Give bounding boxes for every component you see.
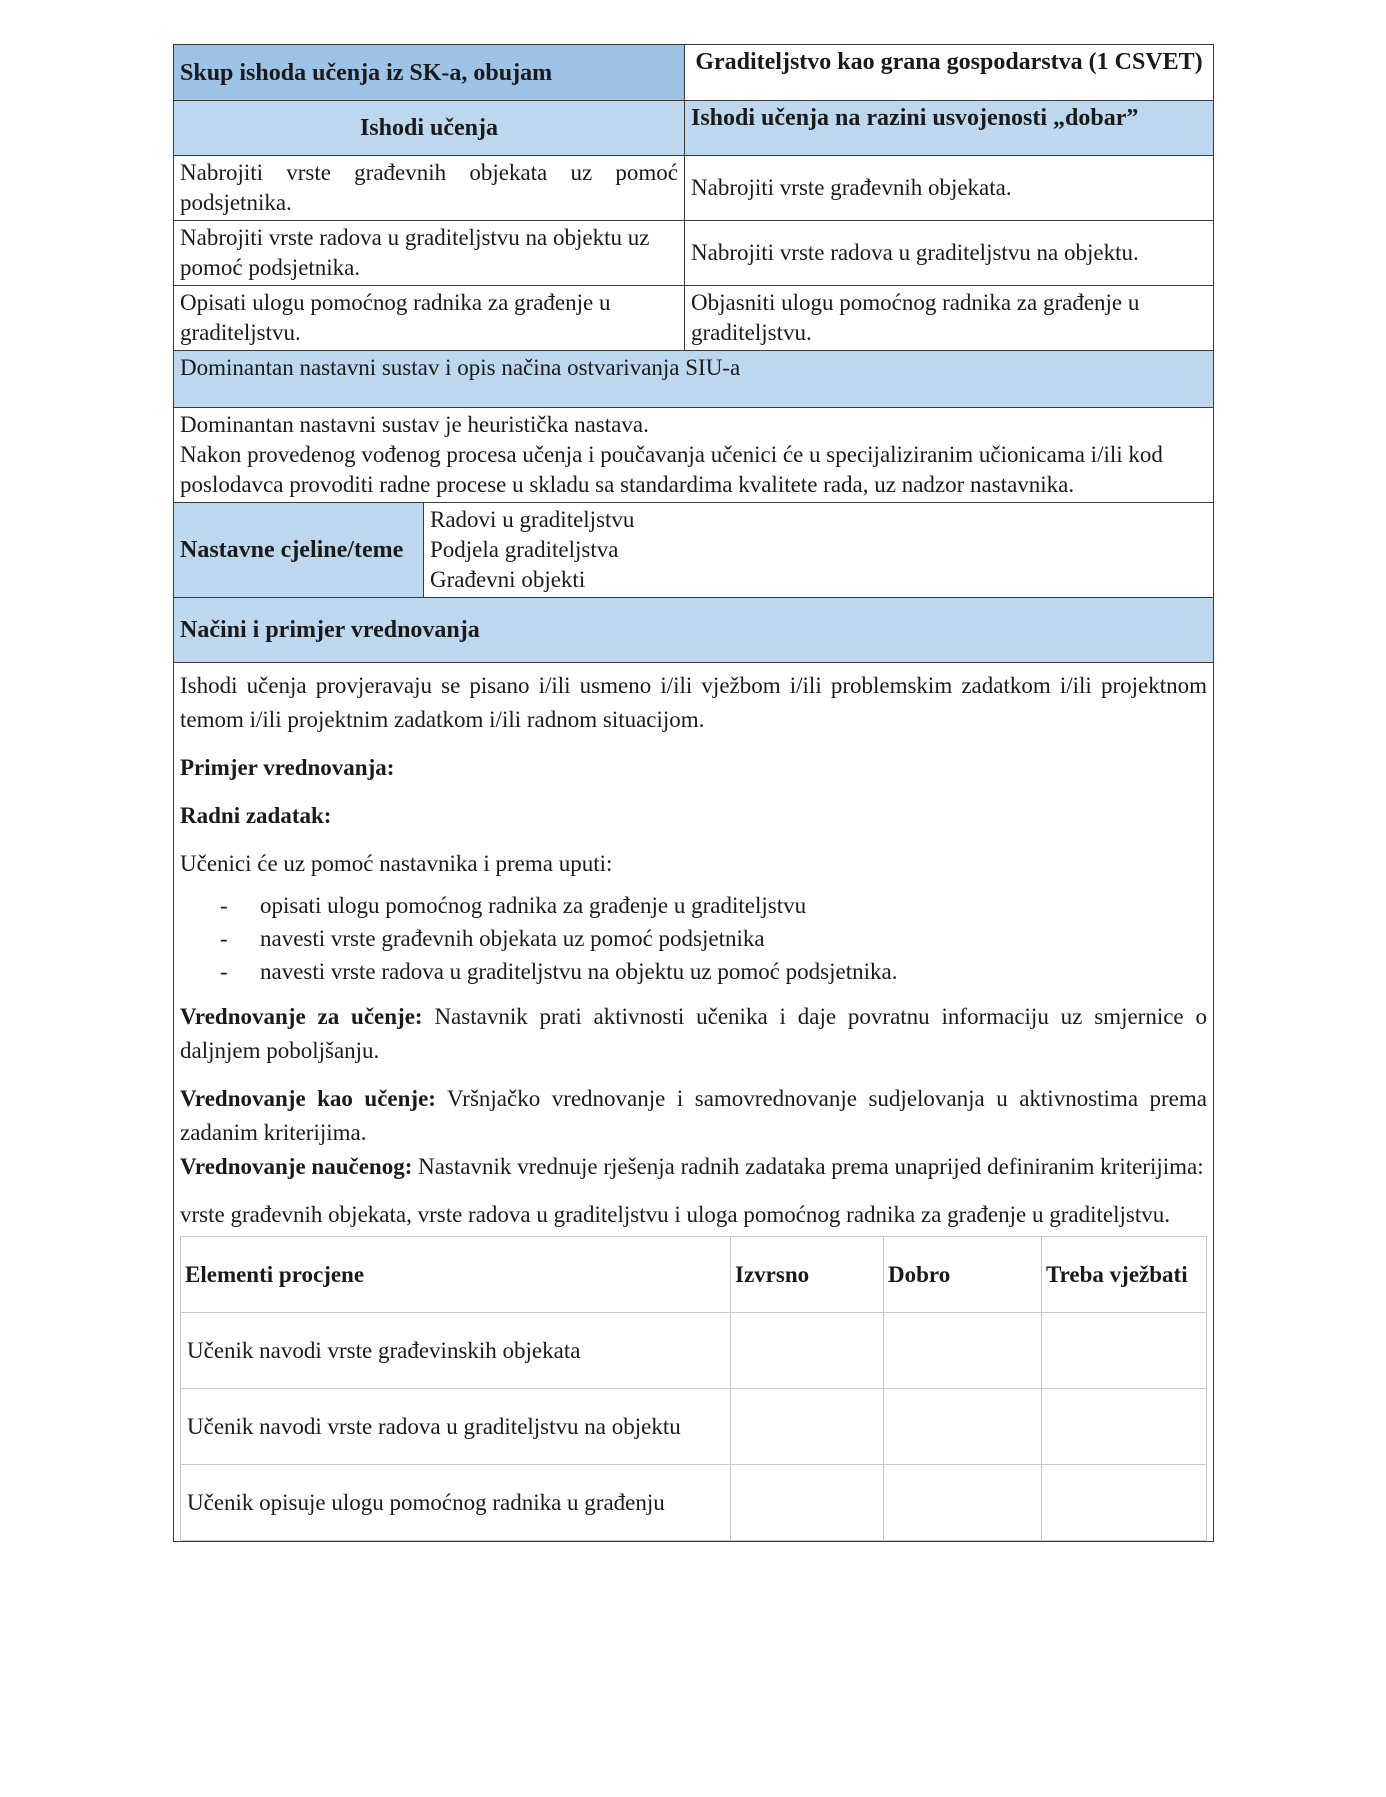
bullet-dash: - [220,959,228,984]
task-list [180,889,1207,988]
task-text: navesti vrste radova u graditeljstvu na objektu uz pomoć podsjetnika. [260,959,898,984]
document-page [173,44,1213,1542]
grading-header: Treba vježbati [1042,1237,1207,1313]
outcome-row [174,221,1214,286]
table-row [181,1313,1207,1389]
outcome-good-cell [685,286,1214,351]
set-label: Skup ishoda učenja iz SK-a, obujam [180,59,553,86]
grading-header: Izvrsno [731,1237,884,1313]
grading-criterion: Učenik opisuje ulogu pomoćnog radnika u građenju [181,1465,731,1541]
of-learning-label: Vrednovanje naučenog: [180,1154,413,1179]
outcomes-header-cell [174,101,685,156]
table-row [181,1389,1207,1465]
task-text: navesti vrste građevnih objekata uz pomoć podsjetnika [260,926,765,951]
outcome-text: Nabrojiti vrste građevnih objekata uz pomoć podsjetnika. [180,160,678,215]
for-learning-paragraph [180,1000,1207,1068]
outcome-good-text: Nabrojiti vrste građevnih objekata. [691,175,1012,200]
evaluation-intro: Ishodi učenja provjeravaju se pisano i/ili usmeno i/ili vježbom i/ili problemskim zadatkom i/ili projektnom temom i/ili projektnim zadatkom i/ili radnom situacijom. [180,673,1207,732]
outcome-good-text: Objasniti ulogu pomoćnog radnika za građenje u graditeljstvu. [691,290,1140,345]
grade-cell [1042,1465,1207,1541]
as-learning-label: Vrednovanje kao učenje: [180,1086,436,1111]
set-title-cell [685,45,1214,101]
dominant-heading-cell [174,351,1214,408]
list-item [180,922,1207,955]
grading-header: Elementi procjene [181,1237,731,1313]
task-intro: Učenici će uz pomoć nastavnika i prema uputi: [180,851,613,876]
outcomes-label: Ishodi učenja [359,115,499,141]
list-item [180,955,1207,988]
evaluation-heading: Načini i primjer vrednovanja [180,617,480,643]
for-learning-label: Vrednovanje za učenje: [180,1004,423,1029]
of-learning-paragraph [180,1150,1207,1184]
grade-cell [731,1389,884,1465]
grade-cell [1042,1389,1207,1465]
task-label: Radni zadatak: [180,803,332,828]
grading-criterion: Učenik navodi vrste građevinskih objekata [181,1313,731,1389]
grade-cell [884,1389,1042,1465]
as-learning-text: Vršnjačko vrednovanje i samovrednovanje sudjelovanja u aktivnostima prema zadanim kriterijima. [180,1086,1207,1145]
curriculum-table [173,44,1214,1542]
outcome-text: Nabrojiti vrste radova u graditeljstvu na objektu uz pomoć podsjetnika. [180,225,650,280]
example-label: Primjer vrednovanja: [180,755,395,780]
task-text: opisati ulogu pomoćnog radnika za građenje u graditeljstvu [260,893,807,918]
unit-item: Podjela graditeljstva [430,537,619,562]
outcome-row [174,156,1214,221]
units-label: Nastavne cjeline/teme [180,537,404,563]
grade-cell [884,1465,1042,1541]
outcomes-good-header-cell [685,101,1214,156]
of-learning-text: Nastavnik vrednuje rješenja radnih zadataka prema unaprijed definiranim kriterijima: [412,1154,1204,1179]
dominant-body-cell [174,408,1214,503]
outcome-good-cell [685,221,1214,286]
outcomes-good-label: Ishodi učenja na razini usvojenosti „dobar” [691,105,1139,131]
criteria-text: vrste građevnih objekata, vrste radova u graditeljstvu i uloga pomoćnog radnika za građenje u graditeljstvu. [180,1202,1170,1227]
as-learning-paragraph [180,1082,1207,1150]
grade-cell [731,1313,884,1389]
grading-table [180,1236,1207,1541]
evaluation-body-cell [174,663,1214,1542]
grade-cell [731,1465,884,1541]
outcome-cell [174,286,685,351]
dominant-heading: Dominantan nastavni sustav i opis načina ostvarivanja SIU-a [180,355,741,380]
grade-cell [1042,1313,1207,1389]
list-item [180,889,1207,922]
grading-header: Dobro [884,1237,1042,1313]
outcome-cell [174,221,685,286]
bullet-dash: - [220,893,228,918]
outcome-text: Opisati ulogu pomoćnog radnika za građenje u graditeljstvu. [180,290,611,345]
dominant-line2: Nakon provedenog vođenog procesa učenja i poučavanja učenici će u specijaliziranim učionicama i/ili kod poslodavca provoditi radne procese u skladu sa standardima kvalitete rada, uz nadzor nastavnika. [180,442,1163,497]
units-label-cell [174,503,424,598]
unit-item: Građevni objekti [430,567,586,592]
dominant-line1: Dominantan nastavni sustav je heuristička nastava. [180,412,649,437]
evaluation-heading-cell [174,598,1214,663]
grade-cell [884,1313,1042,1389]
outcome-good-cell [685,156,1214,221]
outcome-cell [174,156,685,221]
grading-header-row [181,1237,1207,1313]
units-list-cell [424,503,1214,598]
table-row [181,1465,1207,1541]
bullet-dash: - [220,926,228,951]
outcome-row [174,286,1214,351]
outcome-good-text: Nabrojiti vrste radova u graditeljstvu na objektu. [691,240,1139,265]
for-learning-text: Nastavnik prati aktivnosti učenika i daje povratnu informaciju uz smjernice o daljnjem poboljšanju. [180,1004,1207,1063]
set-title: Graditeljstvo kao grana gospodarstva (1 CSVET) [695,49,1203,75]
set-label-cell [174,45,685,101]
unit-item: Radovi u graditeljstvu [430,507,635,532]
grading-criterion: Učenik navodi vrste radova u graditeljstvu na objektu [181,1389,731,1465]
